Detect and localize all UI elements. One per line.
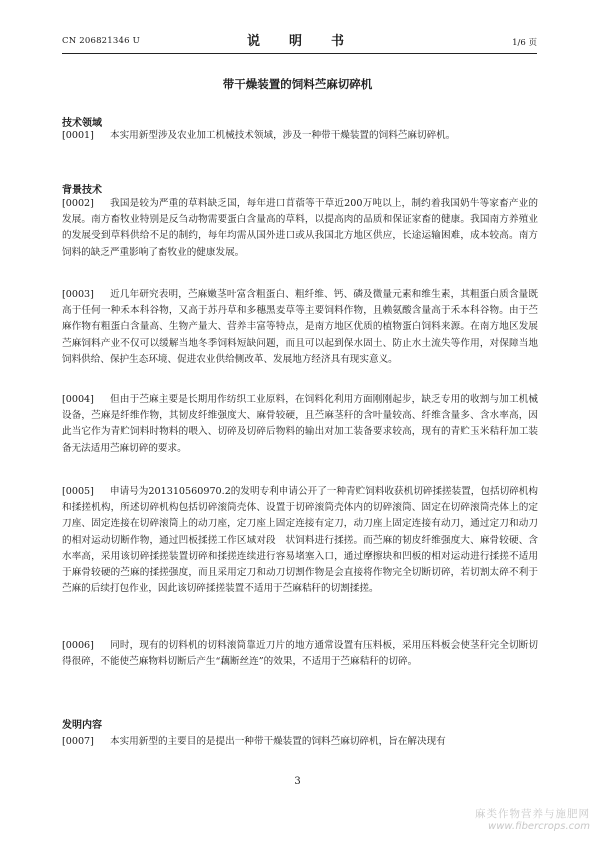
section-heading-summary: 发明内容: [62, 720, 102, 731]
paragraph-text: 近几年研究表明，苎麻嫩茎叶富含粗蛋白、粗纤维、钙、磷及微量元素和维生素，其粗蛋白质含量既高于任何一种禾本科谷物，又高于苏丹草和多穗黑麦草等主要饲料作物，且赖氨酸含量高于禾本科谷物。由于苎麻作物有粗蛋白含量高、生物产量大、营养丰富等特点，是南方地区优质的植物蛋白饲料来源。在南方地区发展苎麻饲料产业不仅可以缓解当地冬季饲料短缺问题，而且可以起到保水固土、防止水土流失等作用，对保障当地饲料供给、保护生态环境、促进农业供给侧改革、发展地方经济具有现实意义。: [62, 289, 538, 365]
paragraph-text: 本实用新型涉及农业加工机械技术领域，涉及一种带干燥装置的饲料苎麻切碎机。: [110, 130, 456, 141]
page-number: 3: [294, 776, 301, 787]
paragraph-0003: [62, 287, 538, 368]
document-type: 说 明 书: [246, 34, 352, 49]
paragraph-text: 本实用新型的主要目的是提出一种带干燥装置的饲料苎麻切碎机，旨在解决现有: [110, 736, 446, 747]
paragraph-number: [0006]: [62, 640, 94, 651]
paragraph-0004: [62, 392, 538, 457]
section-heading-technical-field: 技术领域: [62, 118, 102, 129]
document-title: 带干燥装置的饲料苎麻切碎机: [222, 77, 373, 91]
page-info: 1/6 页: [512, 38, 537, 48]
watermark-site-name: 麻类作物营养与施肥网: [475, 808, 590, 820]
paragraph-number: [0004]: [62, 394, 94, 405]
paragraph-0007: [62, 734, 538, 750]
paragraph-text: 申请号为201310560970.2的发明专利申请公开了一种青贮饲料收获机切碎揉搓装置，包括切碎机构和揉搓机构，所述切碎机构包括切碎滚筒壳体、设置于切碎滚筒壳体内的切碎滚筒、固定在切碎滚筒壳体上的定刀座、固定连接在切碎滚筒上的动刀座，定刀座上固定连接有定刀，动刀座上固定连接有动刀，通过定刀和动刀的相对运动切断作物，通过凹板揉搓工作区域对段 状饲料进行揉搓。而苎麻的韧皮纤维强度大、麻骨较硬、含水率高，采用该切碎揉搓装置切碎和揉搓连续进行容易堵塞入口，通过摩擦块和凹板的相对运动进行揉搓不适用于麻骨较硬的苎麻的揉搓强度，而且采用定刀和动刀切割作物是会直接将作物完全切断切碎，若切割太碎不利于苎麻的后续打包作业，因此该切碎揉搓装置不适用于苎麻秸秆的切割揉搓。: [62, 486, 538, 595]
paragraph-0005: [62, 484, 538, 597]
watermark-url: www.fibercrops.com: [488, 821, 590, 832]
paragraph-0001: [62, 128, 538, 144]
patent-number: CN 206821346 U: [62, 36, 140, 46]
paragraph-number: [0003]: [62, 289, 94, 300]
paragraph-text: 但由于苎麻主要是长期用作纺织工业原料，在饲料化利用方面刚刚起步，缺乏专用的收割与加工机械设备，苎麻是纤维作物，其韧皮纤维强度大、麻骨较硬，且苎麻茎秆的含叶量较高、纤维含量多、含水率高，因此当它作为青贮饲料时物料的喂入、切碎及切碎后物料的输出对加工装备要求较高，现有的青贮玉米秸秆加工装备无法适用苎麻切碎的要求。: [62, 394, 538, 454]
paragraph-number: [0007]: [62, 736, 94, 747]
paragraph-number: [0005]: [62, 486, 94, 497]
paragraph-text: 我国是较为严重的草料缺乏国，每年进口苜蓿等干草近200万吨以上，制约着我国奶牛等家畜产业的发展。南方畜牧业特别是反刍动物需要蛋白含量高的草料，以提高肉的品质和保证家畜的健康。我国南方养殖业的发展受到草料供给不足的制约，每年均需从国外进口或从我国北方地区供应，长途运输困难，成本较高。南方饲料的缺乏严重影响了畜牧业的健康发展。: [62, 198, 538, 258]
paragraph-number: [0001]: [62, 130, 94, 141]
page-header: [62, 30, 537, 50]
paragraph-number: [0002]: [62, 198, 94, 209]
paragraph-text: 同时，现有的切料机的切料滚筒靠近刀片的地方通常设置有压料板，采用压料板会使茎秆完全切断切得很碎，不能使苎麻物料切断后产生“藕断丝连”的效果，不适用于苎麻秸秆的切碎。: [62, 640, 538, 668]
paragraph-0002: [62, 196, 538, 261]
paragraph-0006: [62, 638, 538, 670]
section-heading-background: 背景技术: [62, 185, 102, 196]
header-divider: [62, 53, 537, 54]
watermark: [430, 806, 590, 832]
